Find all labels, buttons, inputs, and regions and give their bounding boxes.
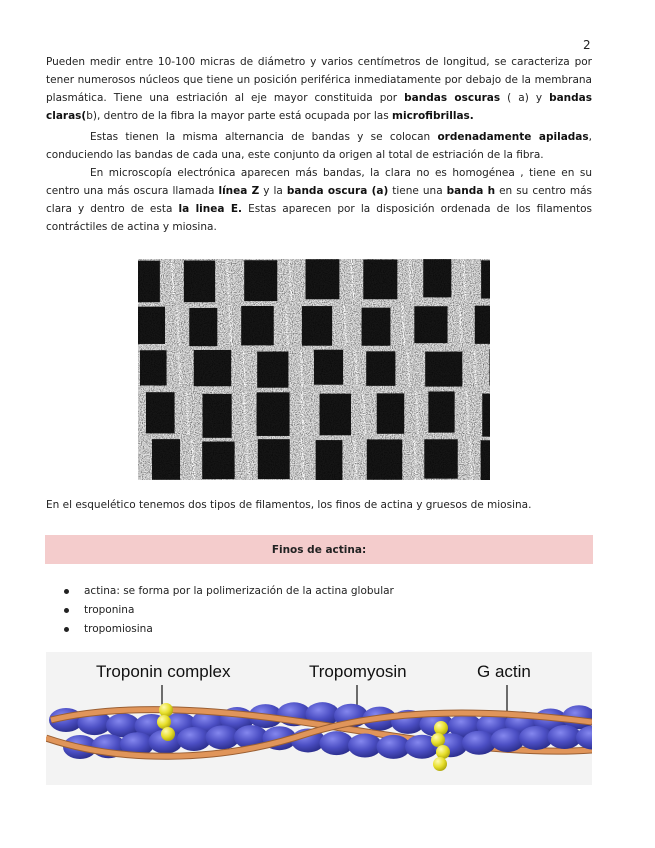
troponin-subunit: [433, 757, 447, 771]
tropomyosin-label: Tropomyosin: [309, 662, 407, 681]
list-item: actina: se forma por la polimerización de la actina globular: [62, 582, 394, 601]
term-microfibrillas: microfibrillas.: [392, 110, 474, 122]
thin-filament-svg: [46, 652, 592, 785]
term-bandas-oscuras: bandas oscuras: [404, 92, 501, 104]
term-linea-z: línea Z: [218, 185, 260, 197]
troponin-subunit: [436, 745, 450, 759]
troponin-complex-label: Troponin complex: [96, 662, 231, 681]
list-item: troponina: [62, 601, 394, 620]
paragraph-electron-microscopy: En microscopía electrónica aparecen más bandas, la clara no es homogénea , tiene en su centro una más oscura llamada línea Z y la banda oscura (a) tiene una banda h en su centro más clara y dentro de esta la linea E. Estas aparecen por la disposición ordenada de los filamentos contráctiles de actina y miosina.: [46, 167, 592, 233]
paragraph-filament-types: En el esquelético tenemos dos tipos de filamentos, los finos de actina y gruesos de miosina.: [46, 499, 532, 511]
troponin-subunit: [157, 715, 171, 729]
term-bandas-claras: bandas claras(: [46, 92, 592, 122]
micrograph-drawing: [138, 259, 490, 480]
list-item: tropomiosina: [62, 620, 394, 639]
term-linea-e: la linea E.: [178, 203, 243, 215]
paragraph-muscle-fiber: Pueden medir entre 10-100 micras de diámetro y varios centímetros de longitud, se caracteriza por tener numerosos núcleos que tiene un posición periférica inmediatamente por debajo de la membrana plasmática. Tiene una estriación al eje mayor constituida por bandas oscuras ( a) y bandas claras(b), dentro de la fibra la mayor parte está ocupada por las microfibrillas.: [46, 56, 592, 122]
actin-components-list: [62, 582, 394, 639]
electron-micrograph-image: [138, 259, 490, 480]
troponin-subunit: [159, 703, 173, 717]
thin-filament-diagram: [46, 652, 592, 785]
section-header-finos-actina: Finos de actina:: [45, 535, 593, 564]
troponin-subunit: [431, 733, 445, 747]
g-actin-monomer: [462, 731, 496, 755]
g-actin-label: G actin: [477, 662, 531, 681]
term-banda-h: banda h: [446, 185, 496, 197]
troponin-subunit: [434, 721, 448, 735]
page-number: 2: [583, 38, 591, 52]
term-ordenadamente-apiladas: ordenadamente apiladas: [437, 131, 589, 143]
troponin-subunit: [161, 727, 175, 741]
paragraph-microfibrils: Estas tienen la misma alternancia de bandas y se colocan ordenadamente apiladas, conduciendo las bandas de cada una, este conjunto da origen al total de estriación de la fibra.: [46, 131, 592, 161]
term-banda-oscura: banda oscura (a): [286, 185, 389, 197]
